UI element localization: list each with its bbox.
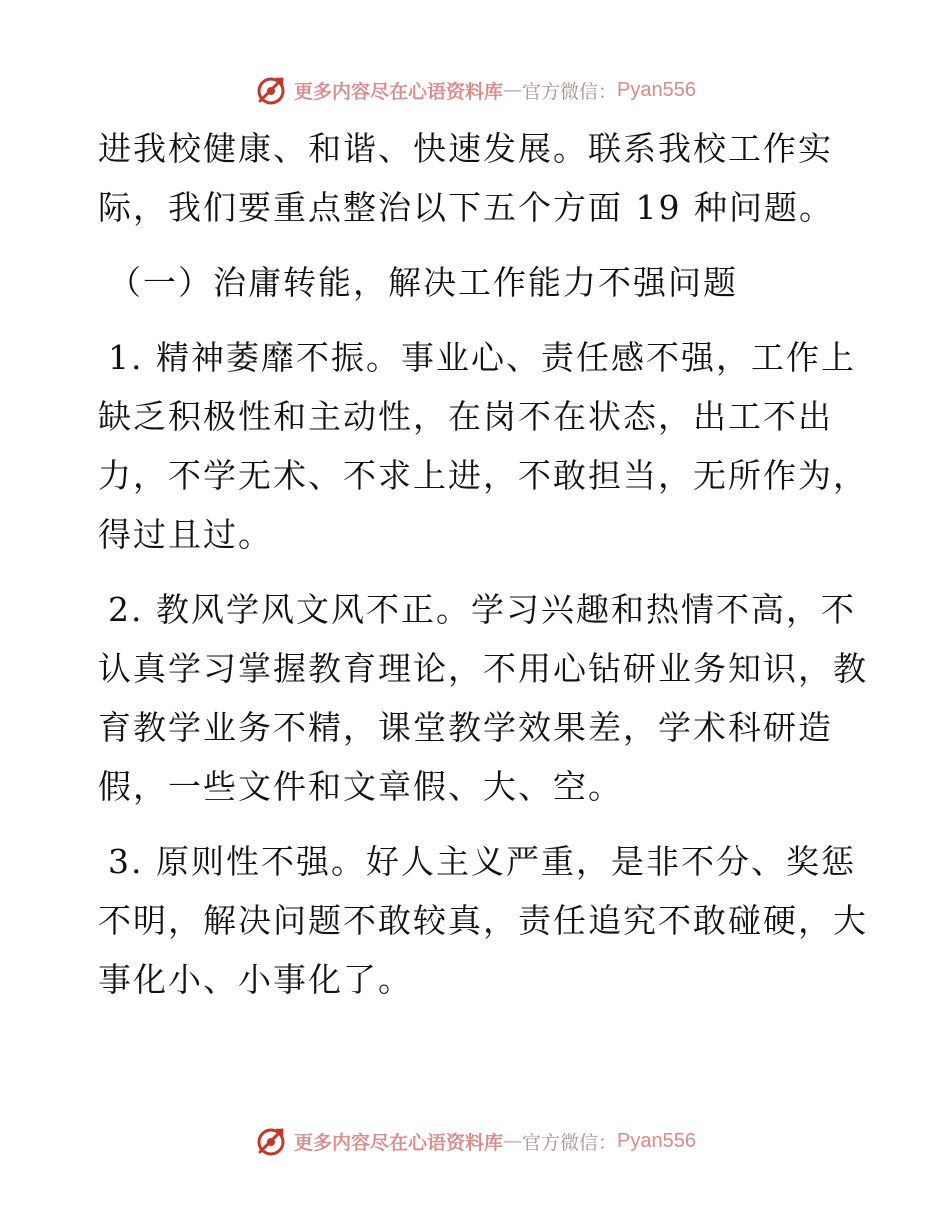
watermark-brand: 更多内容尽在心语资料库 xyxy=(294,80,504,103)
watermark-official-label: 官方微信： xyxy=(522,80,618,103)
watermark-footer xyxy=(0,1121,950,1161)
text-line: 育教学业务不精，课堂教学效果差，学术科研造 xyxy=(98,708,833,747)
sword-circle-logo-icon xyxy=(254,1124,288,1158)
text-line: 际，我们要重点整治以下五个方面 19 种问题。 xyxy=(98,188,834,227)
watermark-header xyxy=(0,70,950,110)
watermark-separator: — xyxy=(503,1130,523,1152)
list-item xyxy=(98,328,888,564)
text-line: 1. 精神萎靡不振。事业心、责任感不强，工作上 xyxy=(108,338,856,377)
text-line: 3. 原则性不强。好人主义严重，是非不分、奖惩 xyxy=(108,842,856,881)
text-line: 假，一些文件和文章假、大、空。 xyxy=(98,767,623,806)
sword-circle-logo-icon xyxy=(254,73,288,107)
watermark-separator: — xyxy=(503,79,523,101)
list-item xyxy=(98,580,888,816)
text-line: 缺乏积极性和主动性，在岗不在状态，出工不出 xyxy=(98,397,833,436)
text-line: 认真学习掌握教育理论，不用心钻研业务知识，教 xyxy=(98,649,868,688)
text-line: 得过且过。 xyxy=(98,515,273,554)
watermark-official-label: 官方微信： xyxy=(522,1131,618,1154)
text-line: 不明，解决问题不敢较真，责任追究不敢碰硬，大 xyxy=(98,901,868,940)
list-item xyxy=(98,832,888,1009)
text-line: 2. 教风学风文风不正。学习兴趣和热情不高，不 xyxy=(108,590,856,629)
document-body xyxy=(98,119,888,1009)
watermark-wechat-id: Pyan556 xyxy=(617,1129,696,1152)
text-line: 进我校健康、和谐、快速发展。联系我校工作实 xyxy=(98,129,833,168)
intro-paragraph xyxy=(98,119,888,237)
section-heading: （一）治庸转能，解决工作能力不强问题 xyxy=(108,263,738,302)
text-line: 力，不学无术、不求上进，不敢担当，无所作为， xyxy=(98,456,868,495)
watermark-brand: 更多内容尽在心语资料库 xyxy=(294,1131,504,1154)
text-line: 事化小、小事化了。 xyxy=(98,960,413,999)
watermark-wechat-id: Pyan556 xyxy=(617,78,696,101)
